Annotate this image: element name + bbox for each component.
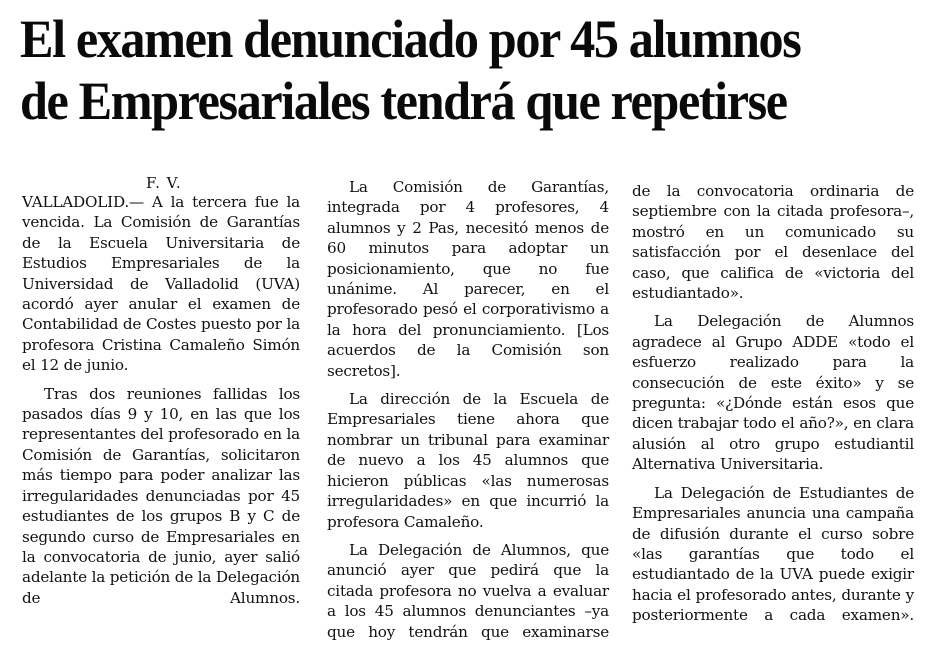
article-column-3 <box>632 181 914 634</box>
article-column-2 <box>327 177 609 650</box>
byline: F. V. <box>146 174 182 192</box>
article-column-1 <box>22 192 300 616</box>
paragraph: Tras dos reuniones fallidas los pasados días 9 y 10, en las que los representantes del profesorado en la Comisión de Garantías, solicitaron más tiempo para poder analizar las irregularidades denunciadas por 45 estudiantes de los grupos B y C de segundo curso de Empresariales en la convocatoria de junio, ayer salió adelante la petición de la Delegación de Alumnos. <box>22 384 300 607</box>
paragraph: La Delegación de Alumnos agradece al Grupo ADDE «todo el esfuerzo realizado para la consecución de este éxito» y se pregunta: «¿Dónde están esos que dicen trabajar todo el año?», en clara alusión al otro grupo estudiantil Alternativa Universitaria. <box>632 312 914 474</box>
paragraph: La Delegación de Estudiantes de Empresariales anuncia una campaña de difusión durante el curso sobre «las garantías que todo el estudiantado de la UVA puede exigir hacia el profesorado antes, durante y posteriormente a cada examen». <box>632 483 914 625</box>
paragraph: La Comisión de Garantías, integrada por 4 profesores, 4 alumnos y 2 Pas, necesitó menos de 60 minutos para adoptar un posicionamiento, que no fue unánime. Al parecer, en el profesorado pesó el corporativismo a la hora del pronunciamiento. [Los acuerdos de la Comisión son secretos]. <box>327 178 609 380</box>
paragraph: La dirección de la Escuela de Empresariales tiene ahora que nombrar un tribunal para examinar de nuevo a los 45 alumnos que hicieron públicas «las numerosas irregularidades» en que incurrió la profesora Camaleño. <box>327 390 609 531</box>
paragraph: de la convocatoria ordinaria de septiembre con la citada profesora–, mostró en un comunicado su satisfacción por el desenlace del caso, que califica de «victoria del estudiantado». <box>632 182 914 303</box>
paragraph: VALLADOLID.— A la tercera fue la vencida. La Comisión de Garantías de la Escuela Universitaria de Estudios Empresariales de la Universidad de Valladolid (UVA) acordó ayer anular el examen de Contabilidad de Costes puesto por la profesora Cristina Camaleño Simón el 12 de junio. <box>22 193 300 375</box>
headline: El examen denunciado por 45 alumnos de Empresariales tendrá que repetirse <box>20 9 801 131</box>
paragraph: La Delegación de Alumnos, que anunció ayer que pedirá que la citada profesora no vuelva a evaluar a los 45 alumnos denunciantes –ya que hoy tendrán que examinarse <box>327 540 609 641</box>
